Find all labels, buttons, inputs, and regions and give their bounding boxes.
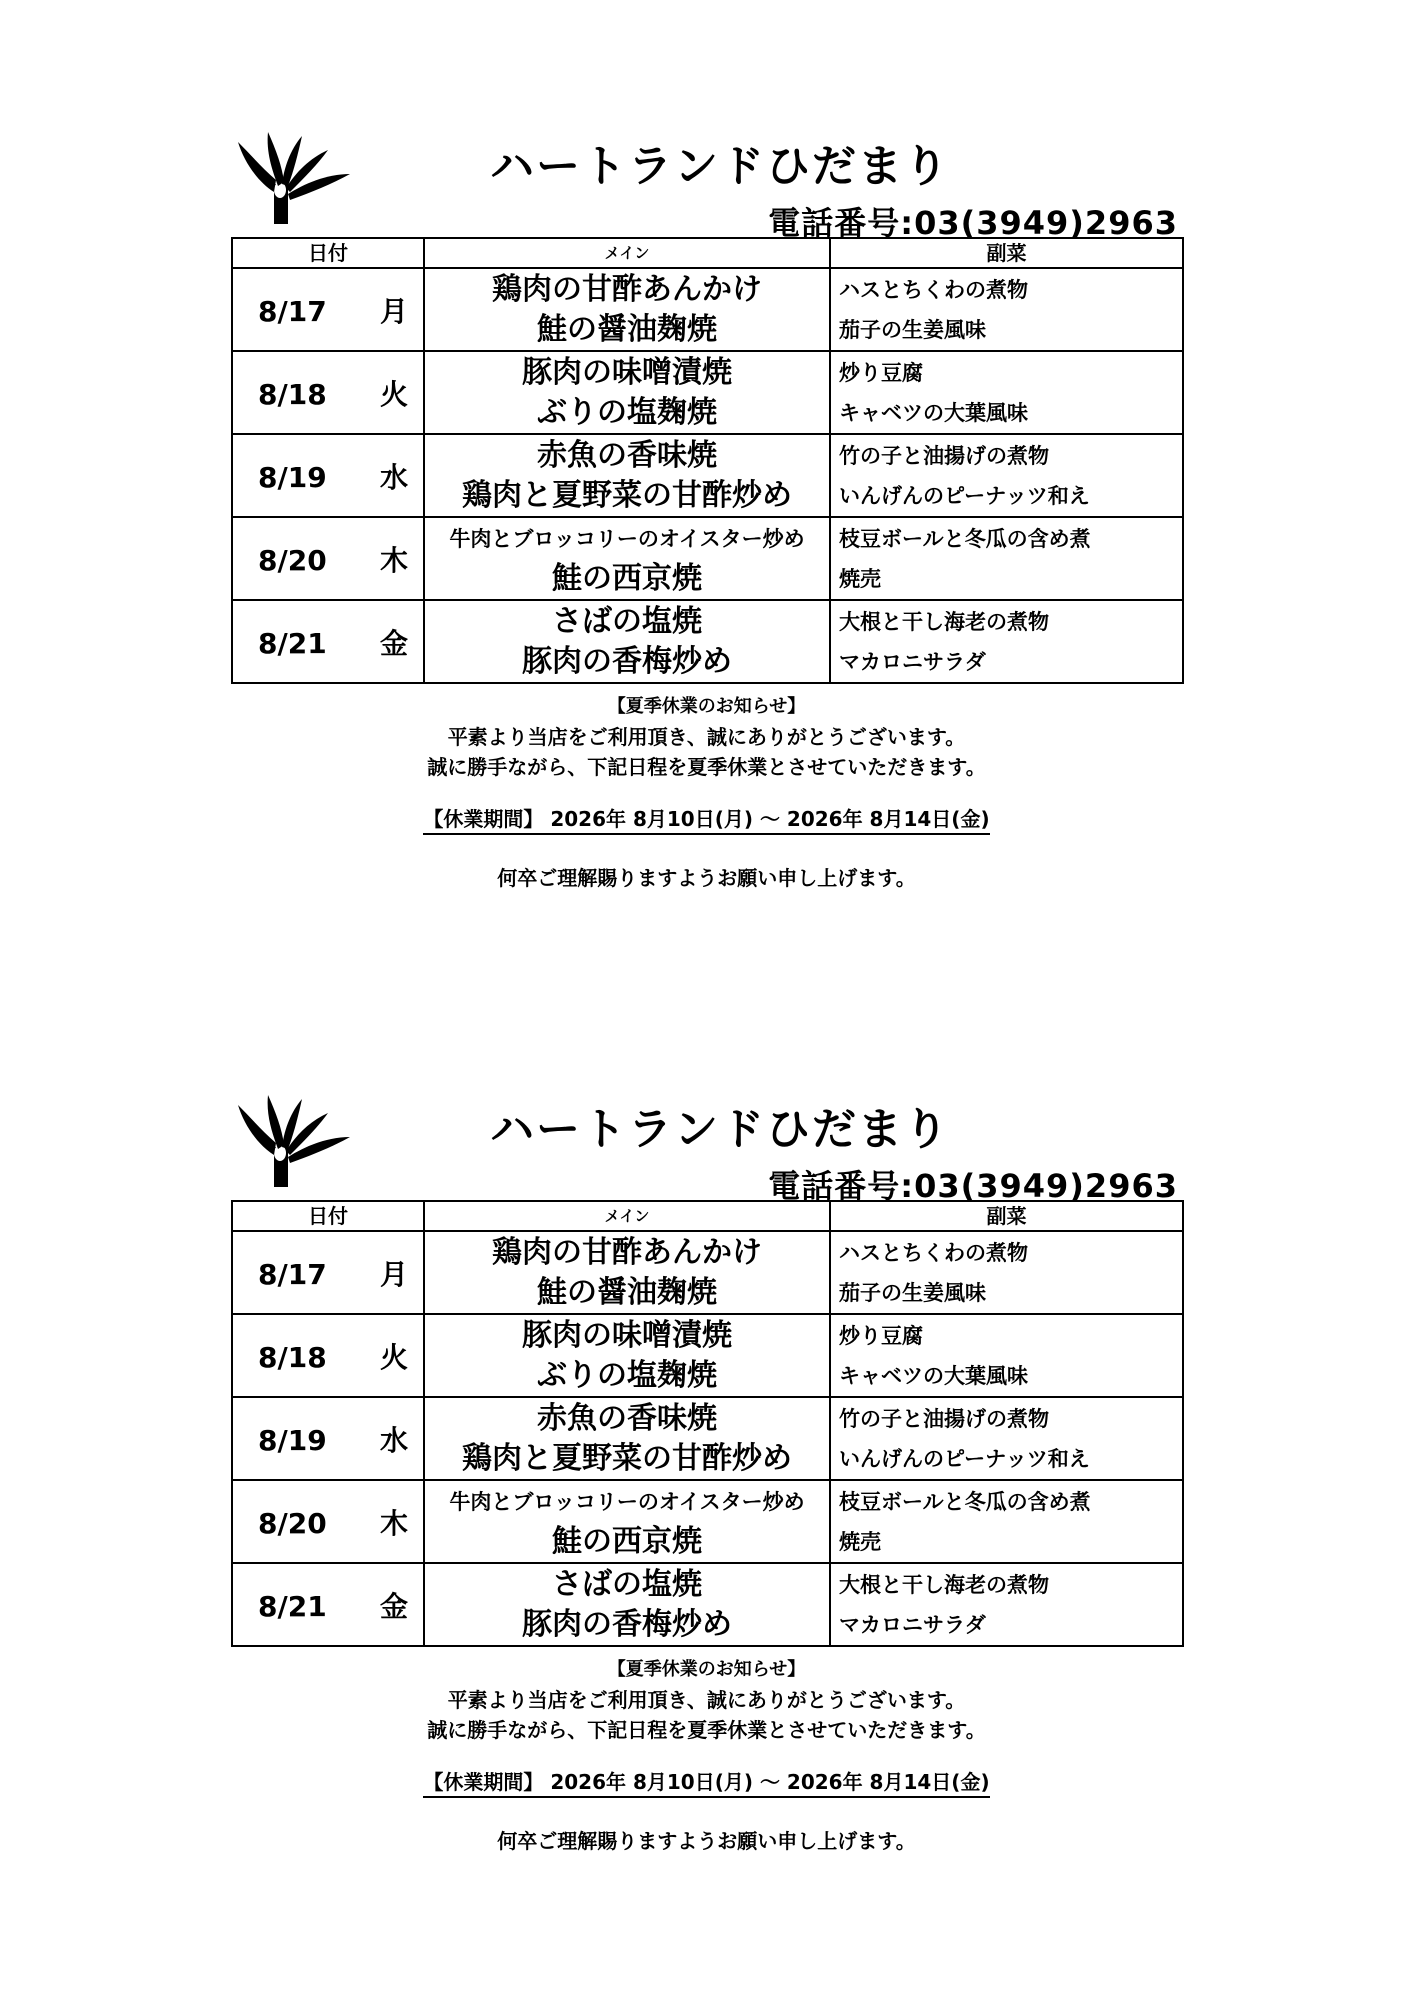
main-dish-cell — [424, 434, 830, 517]
side-dish-1: 竹の子と油揚げの煮物 — [839, 443, 1049, 468]
notice-closing: 何卒ご理解賜りますようお願い申し上げます。 — [497, 866, 916, 890]
notice-line-1: 平素より当店をご利用頂き、誠にありがとうございます。 — [447, 1688, 966, 1712]
side-dish-cell — [830, 1563, 1183, 1646]
main-dish-2: 豚肉の香梅炒め — [522, 643, 732, 679]
date-cell — [232, 268, 424, 351]
header-date: 日付 — [232, 1201, 424, 1231]
table-row — [232, 1397, 1183, 1480]
table-row — [232, 600, 1183, 683]
weekday: 木 — [379, 543, 408, 577]
header-side: 副菜 — [830, 238, 1183, 268]
main-dish-2: 鶏肉と夏野菜の甘酢炒め — [462, 477, 792, 513]
table-row — [232, 1314, 1183, 1397]
date: 8/21 — [258, 626, 327, 660]
main-dish-cell — [424, 1314, 830, 1397]
menu-flyer — [0, 963, 1414, 1853]
side-dish-2: いんげんのピーナッツ和え — [839, 1446, 1090, 1471]
side-dish-2: キャベツの大葉風味 — [839, 400, 1028, 425]
main-dish-cell — [424, 351, 830, 434]
date: 8/17 — [258, 294, 327, 328]
main-dish-cell — [424, 1563, 830, 1646]
weekday: 木 — [379, 1506, 408, 1540]
date-cell — [232, 1231, 424, 1314]
side-dish-cell — [830, 600, 1183, 683]
main-dish-2: 鮭の醤油麹焼 — [537, 311, 717, 347]
weekday: 月 — [379, 294, 408, 328]
side-dish-2: 焼売 — [839, 1529, 881, 1554]
table-row — [232, 1231, 1183, 1314]
side-dish-1: 竹の子と油揚げの煮物 — [839, 1406, 1049, 1431]
notice-heading: 【夏季休業のお知らせ】 — [607, 696, 806, 717]
weekday: 水 — [379, 1423, 408, 1457]
side-dish-cell — [830, 517, 1183, 600]
side-dish-cell — [830, 434, 1183, 517]
phone-number: 電話番号:03(3949)2963 — [768, 204, 1178, 242]
main-dish-1: 豚肉の味噌漬焼 — [522, 1317, 732, 1353]
weekday: 水 — [379, 460, 408, 494]
date-cell — [232, 1314, 424, 1397]
side-dish-1: 大根と干し海老の煮物 — [839, 1572, 1049, 1597]
table-row — [232, 1480, 1183, 1563]
weekday: 火 — [379, 1340, 408, 1374]
notice-closing: 何卒ご理解賜りますようお願い申し上げます。 — [497, 1829, 916, 1853]
weekly-menu-table — [231, 237, 1184, 684]
side-dish-2: マカロニサラダ — [839, 649, 986, 674]
side-dish-cell — [830, 1397, 1183, 1480]
main-dish-1: さばの塩焼 — [552, 603, 702, 639]
side-dish-1: 炒り豆腐 — [839, 360, 923, 385]
table-header-row — [232, 1201, 1183, 1231]
table-row — [232, 268, 1183, 351]
side-dish-2: マカロニサラダ — [839, 1612, 986, 1637]
main-dish-cell — [424, 517, 830, 600]
table-header-row — [232, 238, 1183, 268]
date: 8/19 — [258, 1423, 327, 1457]
main-dish-cell — [424, 600, 830, 683]
side-dish-2: キャベツの大葉風味 — [839, 1363, 1028, 1388]
header-main: メイン — [424, 238, 830, 268]
side-dish-2: いんげんのピーナッツ和え — [839, 483, 1090, 508]
phone-number: 電話番号:03(3949)2963 — [768, 1167, 1178, 1205]
main-dish-1: さばの塩焼 — [552, 1566, 702, 1602]
side-dish-1: ハスとちくわの煮物 — [839, 1240, 1028, 1265]
main-dish-cell — [424, 1231, 830, 1314]
closure-period-text: 【休業期間】 2026年 8月10日(月) 〜 2026年 8月14日(金) — [423, 807, 989, 835]
store-title: ハートランドひだまり — [490, 141, 950, 192]
weekly-menu-table — [231, 1200, 1184, 1647]
notice-line-2: 誠に勝手ながら、下記日程を夏季休業とさせていただきます。 — [427, 1718, 986, 1742]
side-dish-cell — [830, 268, 1183, 351]
date-cell — [232, 1563, 424, 1646]
date-cell — [232, 1480, 424, 1563]
date-cell — [232, 600, 424, 683]
main-dish-1: 豚肉の味噌漬焼 — [522, 354, 732, 390]
table-row — [232, 517, 1183, 600]
side-dish-2: 焼売 — [839, 566, 881, 591]
notice-line-1: 平素より当店をご利用頂き、誠にありがとうございます。 — [447, 725, 966, 749]
date-cell — [232, 434, 424, 517]
side-dish-cell — [830, 1314, 1183, 1397]
main-dish-1: 牛肉とブロッコリーのオイスター炒め — [449, 526, 805, 551]
date: 8/18 — [258, 377, 327, 411]
side-dish-1: ハスとちくわの煮物 — [839, 277, 1028, 302]
store-title: ハートランドひだまり — [490, 1104, 950, 1155]
main-dish-1: 鶏肉の甘酢あんかけ — [492, 1234, 762, 1270]
main-dish-1: 赤魚の香味焼 — [537, 1400, 717, 1436]
weekday: 金 — [379, 1589, 408, 1623]
main-dish-1: 鶏肉の甘酢あんかけ — [492, 271, 762, 307]
side-dish-1: 枝豆ボールと冬瓜の含め煮 — [839, 526, 1091, 551]
date-cell — [232, 1397, 424, 1480]
hand-tree-logo-icon — [238, 1095, 350, 1187]
main-dish-2: 豚肉の香梅炒め — [522, 1606, 732, 1642]
side-dish-1: 大根と干し海老の煮物 — [839, 609, 1049, 634]
side-dish-2: 茄子の生姜風味 — [839, 317, 986, 342]
weekday: 月 — [379, 1257, 408, 1291]
notice-line-2: 誠に勝手ながら、下記日程を夏季休業とさせていただきます。 — [427, 755, 986, 779]
date: 8/18 — [258, 1340, 327, 1374]
closure-period — [231, 804, 1182, 834]
side-dish-cell — [830, 1480, 1183, 1563]
hand-tree-logo-icon — [238, 132, 350, 224]
main-dish-cell — [424, 1480, 830, 1563]
table-row — [232, 351, 1183, 434]
menu-flyer — [0, 0, 1414, 890]
weekday: 火 — [379, 377, 408, 411]
main-dish-1: 赤魚の香味焼 — [537, 437, 717, 473]
main-dish-2: ぶりの塩麹焼 — [537, 394, 717, 430]
table-row — [232, 1563, 1183, 1646]
side-dish-cell — [830, 351, 1183, 434]
side-dish-cell — [830, 1231, 1183, 1314]
closure-period-text: 【休業期間】 2026年 8月10日(月) 〜 2026年 8月14日(金) — [423, 1770, 989, 1798]
date: 8/19 — [258, 460, 327, 494]
side-dish-1: 炒り豆腐 — [839, 1323, 923, 1348]
side-dish-1: 枝豆ボールと冬瓜の含め煮 — [839, 1489, 1091, 1514]
date: 8/17 — [258, 1257, 327, 1291]
main-dish-cell — [424, 268, 830, 351]
header-side: 副菜 — [830, 1201, 1183, 1231]
closure-period — [231, 1767, 1182, 1797]
main-dish-2: 鮭の醤油麹焼 — [537, 1274, 717, 1310]
date: 8/20 — [258, 1506, 327, 1540]
main-dish-2: 鮭の西京焼 — [552, 560, 702, 596]
table-row — [232, 434, 1183, 517]
date-cell — [232, 517, 424, 600]
notice-heading: 【夏季休業のお知らせ】 — [607, 1659, 806, 1680]
header-main: メイン — [424, 1201, 830, 1231]
side-dish-2: 茄子の生姜風味 — [839, 1280, 986, 1305]
main-dish-cell — [424, 1397, 830, 1480]
date: 8/21 — [258, 1589, 327, 1623]
main-dish-2: 鶏肉と夏野菜の甘酢炒め — [462, 1440, 792, 1476]
main-dish-1: 牛肉とブロッコリーのオイスター炒め — [449, 1489, 805, 1514]
header-date: 日付 — [232, 238, 424, 268]
weekday: 金 — [379, 626, 408, 660]
main-dish-2: ぶりの塩麹焼 — [537, 1357, 717, 1393]
date: 8/20 — [258, 543, 327, 577]
main-dish-2: 鮭の西京焼 — [552, 1523, 702, 1559]
date-cell — [232, 351, 424, 434]
